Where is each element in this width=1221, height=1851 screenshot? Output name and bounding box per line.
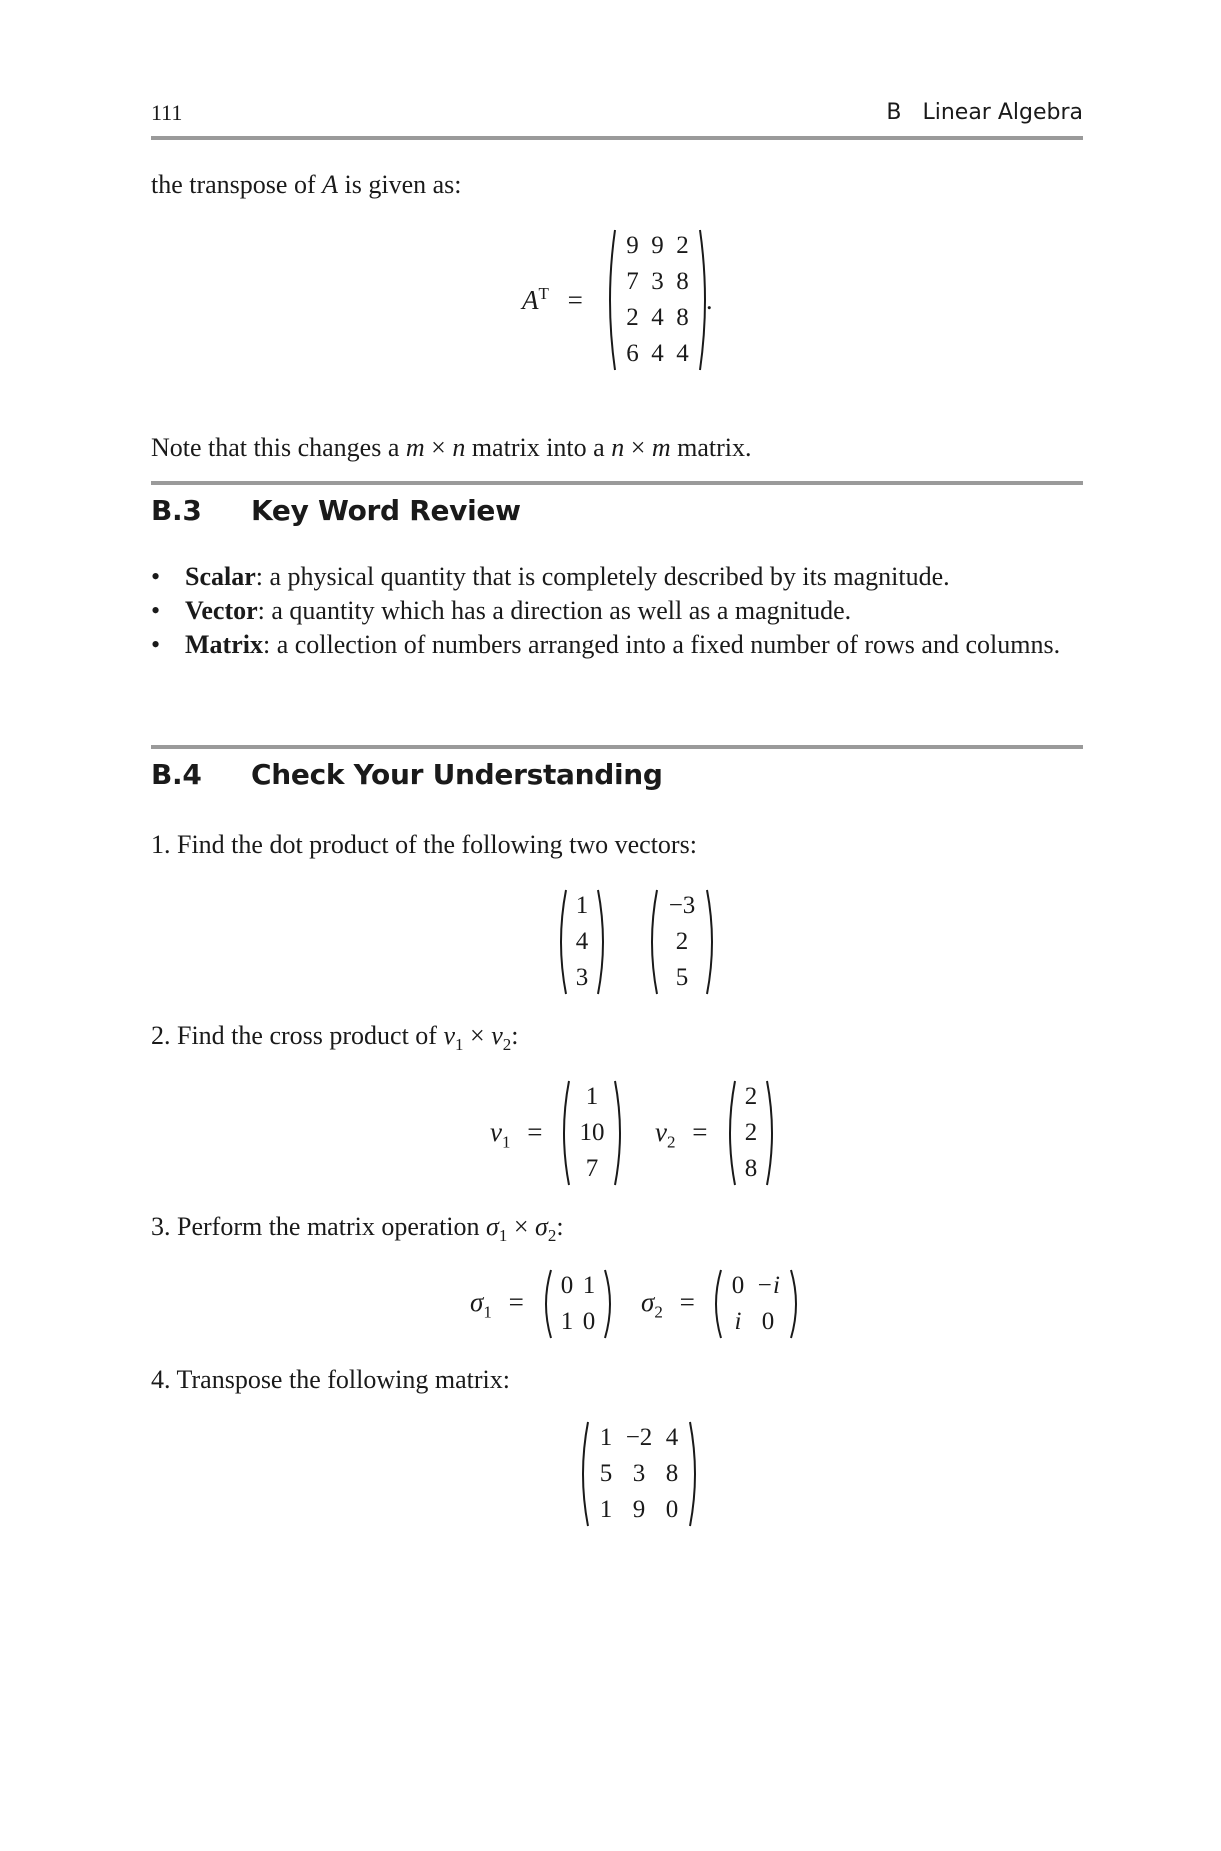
q2-text-after: : xyxy=(511,1021,519,1050)
note-t3: matrix. xyxy=(670,433,752,462)
q3-sigma1-var: σ xyxy=(470,1287,484,1317)
matrix-cell: 8 xyxy=(744,1155,758,1182)
left-paren xyxy=(554,888,568,996)
matrix-cell: 8 xyxy=(676,268,689,295)
q3-sigma2-matrix xyxy=(709,1268,803,1340)
matrix-cell: 1 xyxy=(560,1308,574,1335)
matrix-cell: 2 xyxy=(675,928,689,955)
left-paren xyxy=(557,1079,571,1187)
left-paren xyxy=(539,1268,553,1340)
matrix-cell: 3 xyxy=(632,1460,646,1487)
matrix-cell: 4 xyxy=(676,340,689,367)
q3-s1-sub: 1 xyxy=(498,1226,508,1246)
transpose-trailing-period: . xyxy=(706,286,713,315)
q3-text-after: : xyxy=(556,1212,564,1241)
q2-v1: v xyxy=(443,1021,456,1050)
matrix-cell: 9 xyxy=(626,232,639,259)
keyword-item xyxy=(151,594,1083,628)
q3-sigma2-grid xyxy=(723,1268,789,1340)
keyword-definition: : a quantity which has a direction as well as a magnitude. xyxy=(257,596,852,625)
q2-v1-equals: = xyxy=(527,1117,543,1147)
q3-sigma2-equals: = xyxy=(679,1287,695,1317)
matrix-cell: 4 xyxy=(665,1424,679,1451)
note-m: m xyxy=(405,433,425,462)
transpose-equals: = xyxy=(567,285,583,315)
q3-s2-sub: 2 xyxy=(547,1226,557,1246)
q3-s1: σ xyxy=(486,1212,499,1241)
page-number: 111 xyxy=(151,100,183,125)
left-paren xyxy=(603,228,617,372)
q1-vector-b-grid xyxy=(659,888,705,996)
transpose-label xyxy=(522,284,583,316)
q2-v1-grid xyxy=(571,1079,613,1187)
matrix-cell: 0 xyxy=(582,1308,596,1335)
right-paren xyxy=(705,888,719,996)
matrix-cell: 0 xyxy=(761,1308,775,1335)
intro-text-before: the transpose of xyxy=(151,170,323,199)
intro-var-a: A xyxy=(322,170,339,199)
q2-text-before: 2. Find the cross product of xyxy=(151,1021,444,1050)
note-n2: n xyxy=(611,433,625,462)
matrix-cell: 3 xyxy=(575,964,589,991)
right-paren xyxy=(765,1079,779,1187)
q2-v2-sub: 2 xyxy=(502,1035,512,1055)
note-n: n xyxy=(452,433,466,462)
q2-v1-label xyxy=(490,1117,542,1152)
matrix-cell: 1 xyxy=(575,892,589,919)
bullet-icon: • xyxy=(151,562,161,591)
note-t1: Note that this changes a xyxy=(151,433,406,462)
q3-sigma1-matrix xyxy=(539,1268,617,1340)
left-paren xyxy=(645,888,659,996)
matrix-cell: −3 xyxy=(668,892,696,919)
q3-s2: σ xyxy=(535,1212,548,1241)
q3-sigma1-sub: 1 xyxy=(483,1302,492,1322)
matrix-cell: 1 xyxy=(582,1272,596,1299)
matrix-cell: 3 xyxy=(651,268,664,295)
note-times2: × xyxy=(624,433,652,462)
matrix-cell: 8 xyxy=(665,1460,679,1487)
q3-sigma1-label xyxy=(470,1287,524,1322)
note-text xyxy=(151,397,752,465)
right-paren xyxy=(688,1420,702,1528)
q2-v1-sub: 1 xyxy=(455,1035,464,1055)
running-title: B Linear Algebra xyxy=(886,100,1083,125)
keyword-term: Matrix xyxy=(185,630,263,659)
note-times: × xyxy=(424,433,453,462)
matrix-cell: −2 xyxy=(625,1424,653,1451)
matrix-cell: 5 xyxy=(675,964,689,991)
q2-v2-label-sub: 2 xyxy=(666,1132,676,1152)
matrix-cell: 0 xyxy=(731,1272,745,1299)
q1-vector-a xyxy=(554,888,610,996)
question-4-text: 4. Transpose the following matrix: xyxy=(151,1365,510,1394)
right-paren xyxy=(596,888,610,996)
right-paren xyxy=(613,1079,627,1187)
intro-text xyxy=(151,168,462,202)
matrix-cell: 2 xyxy=(744,1083,758,1110)
note-m2: m xyxy=(651,433,671,462)
q3-text-before: 3. Perform the matrix operation xyxy=(151,1212,487,1241)
transpose-label-var: A xyxy=(522,285,539,315)
keyword-term: Scalar xyxy=(185,562,256,591)
q1-vector-a-grid xyxy=(568,888,596,996)
keyword-item xyxy=(151,628,1083,662)
matrix-cell: −i xyxy=(756,1272,780,1299)
question-2-text xyxy=(151,1019,518,1062)
q3-sigma1-equals: = xyxy=(508,1287,524,1317)
q2-v2-label-var: v xyxy=(655,1117,667,1147)
matrix-cell: i xyxy=(734,1308,742,1335)
matrix-cell: 4 xyxy=(575,928,589,955)
left-paren xyxy=(709,1268,723,1340)
bullet-icon: • xyxy=(151,596,161,625)
keyword-list xyxy=(151,560,1083,662)
matrix-cell: 9 xyxy=(651,232,664,259)
q2-v1-label-sub: 1 xyxy=(501,1132,511,1152)
section-b3-number: B.3 xyxy=(151,494,202,527)
matrix-cell: 1 xyxy=(585,1083,599,1110)
right-paren xyxy=(789,1268,803,1340)
right-paren xyxy=(603,1268,617,1340)
matrix-cell: 2 xyxy=(676,232,689,259)
matrix-cell: 1 xyxy=(599,1424,613,1451)
intro-text-after: is given as: xyxy=(338,170,462,199)
matrix-cell: 7 xyxy=(626,268,639,295)
q2-v2-equals: = xyxy=(692,1117,708,1147)
section-b4-number: B.4 xyxy=(151,758,202,791)
left-paren xyxy=(723,1079,737,1187)
matrix-cell: 4 xyxy=(651,340,664,367)
transpose-matrix-grid xyxy=(617,228,698,372)
q2-v1-vector xyxy=(557,1079,627,1187)
matrix-cell: 6 xyxy=(626,340,639,367)
keyword-definition: : a physical quantity that is completely described by its magnitude. xyxy=(255,562,950,591)
matrix-cell: 1 xyxy=(599,1496,613,1523)
matrix-cell: 8 xyxy=(676,304,689,331)
matrix-cell: 7 xyxy=(585,1155,599,1182)
header-rule xyxy=(151,136,1083,140)
left-paren xyxy=(576,1420,590,1528)
matrix-cell: 10 xyxy=(579,1119,605,1146)
q3-sigma2-label xyxy=(641,1287,695,1322)
q3-sigma2-var: σ xyxy=(641,1287,655,1317)
running-head xyxy=(151,98,1083,138)
q3-sigma1-grid xyxy=(553,1268,603,1340)
q4-matrix xyxy=(576,1420,702,1528)
q2-v2-grid xyxy=(737,1079,765,1187)
note-t2: matrix into a xyxy=(465,433,612,462)
keyword-item xyxy=(151,560,1083,594)
q2-v2: v xyxy=(491,1021,503,1050)
q2-times: × xyxy=(463,1021,492,1050)
bullet-icon: • xyxy=(151,630,161,659)
question-1-text: 1. Find the dot product of the following two vectors: xyxy=(151,830,697,859)
matrix-cell: 2 xyxy=(626,304,639,331)
q3-times: × xyxy=(507,1212,536,1241)
matrix-cell: 9 xyxy=(632,1496,646,1523)
q2-v1-label-var: v xyxy=(490,1117,502,1147)
q2-v2-label xyxy=(655,1117,707,1152)
section-b3-rule xyxy=(151,481,1083,485)
matrix-cell: 2 xyxy=(744,1119,758,1146)
question-3-text xyxy=(151,1210,564,1253)
transpose-matrix xyxy=(603,228,712,372)
section-b4-rule xyxy=(151,745,1083,749)
matrix-cell: 5 xyxy=(599,1460,613,1487)
keyword-term: Vector xyxy=(185,596,258,625)
transpose-label-sup: T xyxy=(538,284,549,303)
matrix-cell: 4 xyxy=(651,304,664,331)
q1-vector-b xyxy=(645,888,719,996)
matrix-cell: 0 xyxy=(665,1496,679,1523)
matrix-cell: 0 xyxy=(560,1272,574,1299)
q3-sigma2-sub: 2 xyxy=(654,1302,663,1322)
q2-v2-vector xyxy=(723,1079,779,1187)
q4-matrix-grid xyxy=(590,1420,688,1528)
section-b3-title: Key Word Review xyxy=(251,494,521,527)
keyword-definition: : a collection of numbers arranged into a fixed number of rows and columns. xyxy=(262,630,1061,659)
section-b4-title: Check Your Understanding xyxy=(251,758,663,791)
